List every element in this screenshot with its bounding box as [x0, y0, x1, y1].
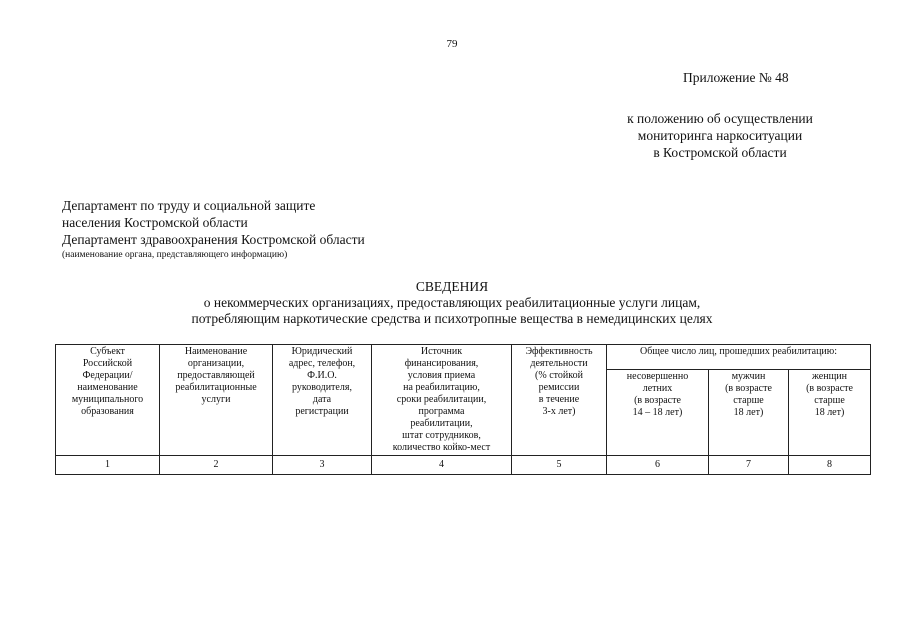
column-header-funding: Источник финансирования, условия приема на реабилитацию, сроки реабилитации, программа реабилитации, штат сотрудников, количество койко-мест	[372, 345, 512, 456]
column-header-men: мужчин (в возрасте старше 18 лет)	[709, 370, 789, 456]
appendix-reference-line: в Костромской области	[653, 145, 787, 160]
page-number: 79	[446, 38, 458, 50]
group-header-rehabilitated: Общее число лиц, прошедших реабилитацию:	[607, 345, 871, 370]
column-number-cell: 2	[160, 456, 273, 475]
organization-line: Департамент по труду и социальной защите	[62, 198, 316, 213]
document-subtitle-line: потребляющим наркотические средства и психотропные вещества в немедицинских целях	[191, 311, 713, 326]
appendix-reference	[560, 110, 880, 161]
appendix-reference-line: к положению об осуществлении	[627, 111, 813, 126]
organization-block	[62, 197, 365, 261]
column-header-subject: Субъект Российской Федерации/ наименование муниципального образования	[56, 345, 160, 456]
column-number-cell: 8	[789, 456, 871, 475]
organization-line: населения Костромской области	[62, 215, 248, 230]
column-number-cell: 3	[273, 456, 372, 475]
column-header-address: Юридический адрес, телефон, Ф.И.О. руководителя, дата регистрации	[273, 345, 372, 456]
organization-caption: (наименование органа, представляющего информацию)	[62, 250, 288, 260]
document-title-block	[0, 279, 904, 327]
column-number-cell: 5	[512, 456, 607, 475]
appendix-reference-line: мониторинга наркоситуации	[637, 128, 803, 143]
report-table	[55, 344, 871, 475]
column-number-cell: 1	[56, 456, 160, 475]
document-heading: СВЕДЕНИЯ	[415, 279, 489, 294]
column-header-effectiveness: Эффективность деятельности (% стойкой ремиссии в течение 3-х лет)	[512, 345, 607, 456]
table-header-row	[56, 345, 871, 370]
document-subtitle-line: о некоммерческих организациях, предоставляющих реабилитационные услуги лицам,	[203, 295, 701, 310]
appendix-title: Приложение № 48	[683, 70, 789, 85]
table-row-column-numbers	[56, 456, 871, 475]
column-header-organization: Наименование организации, предоставляющей реабилитационные услуги	[160, 345, 273, 456]
column-number-cell: 7	[709, 456, 789, 475]
column-number-cell: 6	[607, 456, 709, 475]
column-header-minors: несовершенно летних (в возрасте 14 – 18 лет)	[607, 370, 709, 456]
organization-line: Департамент здравоохранения Костромской области	[62, 232, 365, 247]
column-header-women: женщин (в возрасте старше 18 лет)	[789, 370, 871, 456]
column-number-cell: 4	[372, 456, 512, 475]
